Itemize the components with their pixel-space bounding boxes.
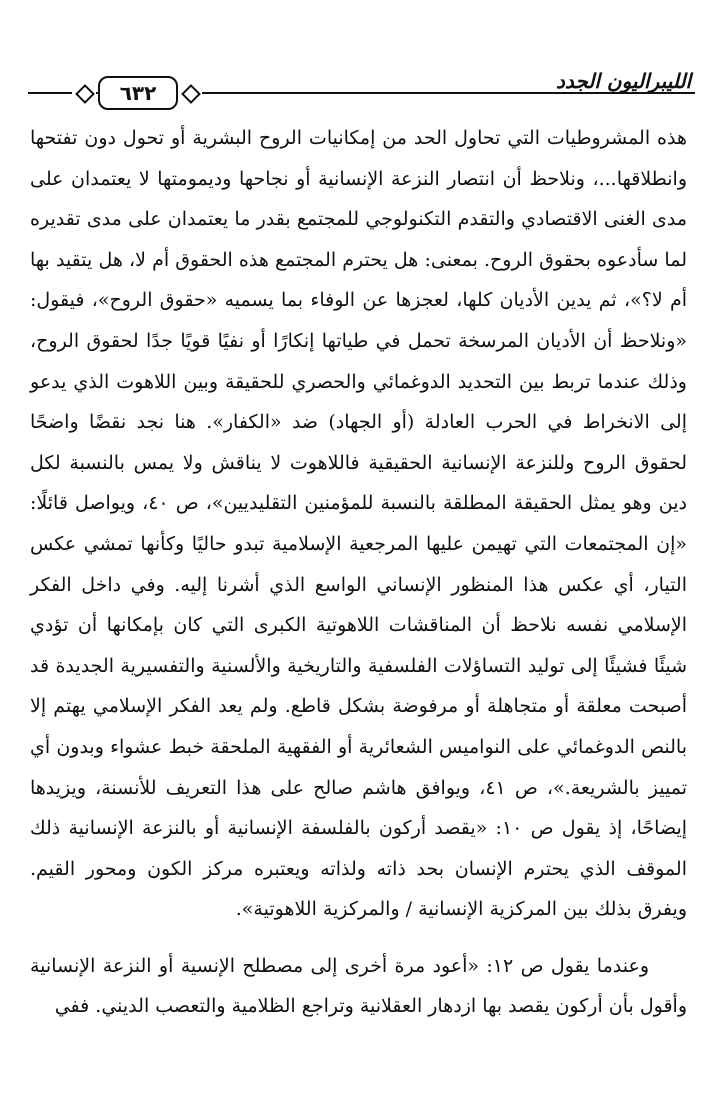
page-header: [28, 70, 695, 110]
paragraph: هذه المشروطيات التي تحاول الحد من إمكانيات الروح البشرية أو تحول دون تفتحها وانطلاقها...، ونلاحظ أن انتصار النزعة الإنسانية أو نجاحها وديمومتها لا يعتمدان على مدى الغنى الاقتصادي والتقدم التكنولوجي للمجتمع بقدر ما يعتمدان على مدى تقديره لما سأدعوه بحقوق الروح. بمعنى: هل يحترم المجتمع هذه الحقوق أم لا، هل يتقيد بها أم لا؟»، ثم يدين الأديان كلها، لعجزها عن الوفاء بما يسميه «حقوق الروح»، فيقول: «ونلاحظ أن الأديان المرسخة تحمل في طياتها إنكارًا أو نفيًا قويًا جدًا لحقوق الروح، وذلك عندما تربط بين التحديد الدوغمائي والحصري للحقيقة وبين اللاهوت الذي يدعو إلى الانخراط في الحرب العادلة (أو الجهاد) ضد «الكفار». هنا نجد نقضًا واضحًا لحقوق الروح وللنزعة الإنسانية الحقيقية فاللاهوت لا يناقش ولا يمس بالنسبة لكل دين وهو يمثل الحقيقة المطلقة بالنسبة للمؤمنين التقليديين»، ص ٤٠، ويواصل قائلًا: «إن المجتمعات التي تهيمن عليها المرجعية الإسلامية تبدو حاليًا وكأنها تمشي عكس التيار، أي عكس هذا المنظور الإنساني الواسع الذي أشرنا إليه. وفي داخل الفكر الإسلامي نفسه نلاحظ أن المناقشات اللاهوتية الكبرى التي كان بإمكانها أن تؤدي شيئًا فشيئًا إلى توليد التساؤلات الفلسفية والتاريخية والألسنية والتفسيرية الجديدة قد أصبحت معلقة أو متجاهلة أو مرفوضة بشكل قاطع. ولم يعد الفكر الإسلامي يهتم إلا بالنص الدوغمائي على النواميس الشعائرية أو الفقهية الملحقة خبط عشواء وبدون أي تمييز بالشريعة.»، ص ٤١، ويوافق هاشم صالح على هذا التعريف للأنسنة، ويزيدها إيضاحًا، إذ يقول ص ١٠: «يقصد أركون بالفلسفة الإنسانية أو بالنزعة الإنسانية ذلك الموقف الذي يحترم الإنسان بحد ذاته ولذاته ويعتبره مركز الكون ومحور القيم. ويفرق بذلك بين المركزية الإنسانية / والمركزية اللاهوتية».: [30, 127, 688, 921]
paragraph: وعندما يقول ص ١٢: «أعود مرة أخرى إلى مصطلح الإنسية أو النزعة الإنسانية وأقول بأن أركون يقصد بها ازدهار العقلانية وتراجع الظلامية والتعصب الديني. ففي: [30, 954, 687, 1018]
diamond-ornament-icon: [178, 86, 202, 100]
page-number: ٦٣٢: [98, 76, 178, 110]
diamond-ornament-icon: [72, 86, 96, 100]
body-text: [30, 118, 687, 1027]
running-title: الليبراليون الجدد: [546, 70, 691, 92]
